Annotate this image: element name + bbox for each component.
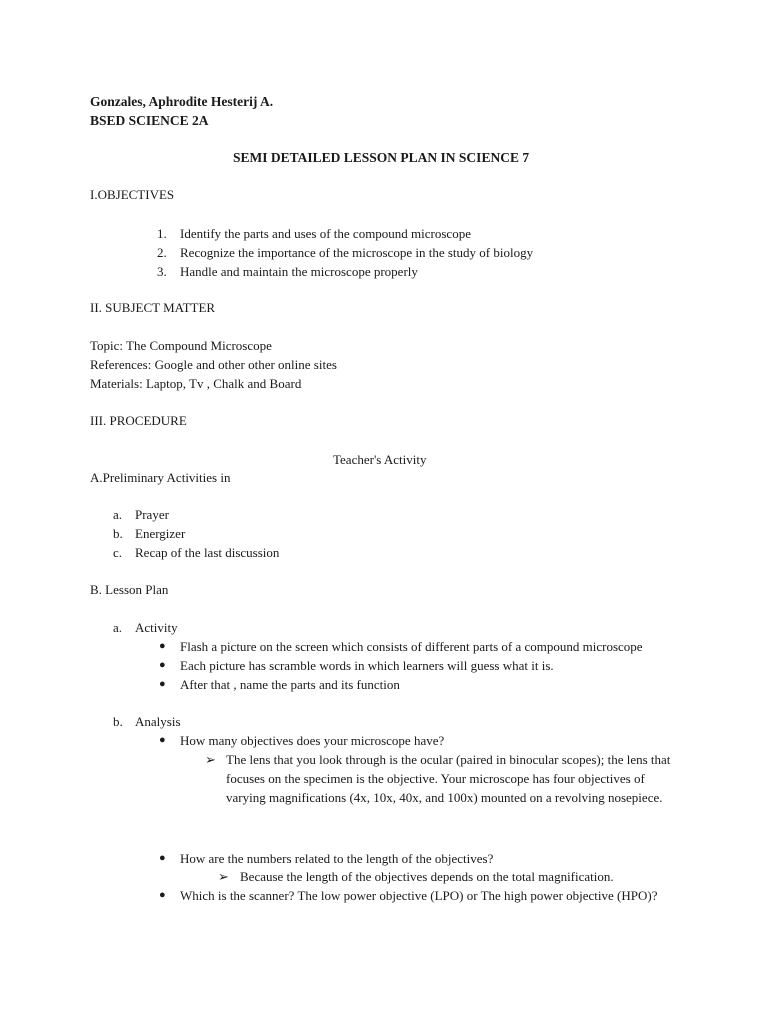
analysis-answer: Because the length of the objectives depends on the total magnification. (240, 869, 614, 884)
list-item: Prayer (135, 507, 169, 522)
bullet-icon: ● (159, 640, 166, 652)
list-marker: b. (113, 714, 123, 729)
objective-item: Recognize the importance of the microscope in the study of biology (180, 245, 534, 260)
bullet-icon: ● (159, 734, 166, 746)
analysis-answer: The lens that you look through is the ocular (paired in binocular scopes); the lens that focuses on the specimen is the objective. Your microscope has four objectives of varying magnifications (4x, 10x, 40x, and 100x) mounted on a revolving nosepiece. (226, 752, 671, 805)
list-item: Recap of the last discussion (135, 545, 280, 560)
topic-line: Topic: The Compound Microscope (90, 338, 272, 353)
list-marker: a. (113, 620, 123, 635)
lesson-plan-heading: B. Lesson Plan (90, 582, 169, 597)
references-line: References: Google and other other online sites (90, 357, 337, 372)
objectives-heading: I.OBJECTIVES (90, 187, 175, 202)
objective-marker: 1. (157, 226, 167, 241)
list-item: Energizer (135, 526, 186, 541)
bullet-icon: ● (159, 659, 166, 671)
preliminary-activities-heading: A.Preliminary Activities in (90, 470, 231, 485)
objective-item: Handle and maintain the microscope properly (180, 264, 418, 279)
bullet-icon: ● (159, 678, 166, 690)
list-marker: a. (113, 507, 123, 522)
bullet-item: Each picture has scramble words in which learners will guess what it is. (180, 658, 554, 673)
analysis-label: Analysis (135, 714, 181, 729)
objective-marker: 3. (157, 264, 167, 279)
objective-item: Identify the parts and uses of the compound microscope (180, 226, 471, 241)
document-title: SEMI DETAILED LESSON PLAN IN SCIENCE 7 (233, 150, 530, 165)
list-marker: b. (113, 526, 123, 541)
bullet-item: Flash a picture on the screen which consists of different parts of a compound microscope (180, 639, 643, 654)
activity-label: Activity (135, 620, 178, 635)
bullet-icon: ● (159, 889, 166, 901)
materials-line: Materials: Laptop, Tv , Chalk and Board (90, 376, 302, 391)
analysis-question: Which is the scanner? The low power objective (LPO) or The high power objective (HPO)? (180, 888, 658, 903)
analysis-question: How are the numbers related to the length of the objectives? (180, 851, 494, 866)
list-marker: c. (113, 545, 123, 560)
bullet-item: After that , name the parts and its function (180, 677, 400, 692)
bullet-icon: ● (159, 852, 166, 864)
arrow-bullet-icon: ➢ (205, 752, 216, 767)
arrow-bullet-icon: ➢ (218, 869, 229, 884)
analysis-question: How many objectives does your microscope have? (180, 733, 445, 748)
procedure-heading: III. PROCEDURE (90, 413, 187, 428)
teachers-activity-heading: Teacher's Activity (333, 452, 427, 467)
author-name: Gonzales, Aphrodite Hesterij A. (90, 94, 274, 109)
subject-matter-heading: II. SUBJECT MATTER (90, 300, 216, 315)
course-section: BSED SCIENCE 2A (90, 113, 209, 128)
objective-marker: 2. (157, 245, 167, 260)
